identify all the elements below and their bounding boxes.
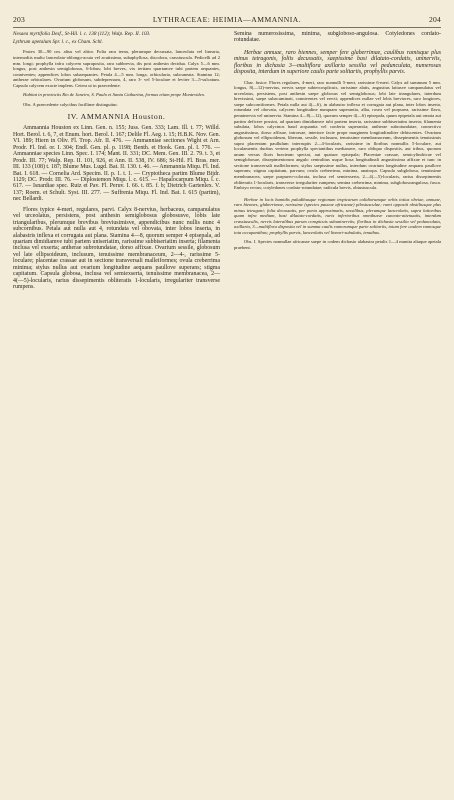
habitat-note: Habitat in provinciis Rio de Janeiro, S. Paulo et Santa Catharina, formas etiam prope Montevideo. [23,92,206,98]
seed-description: Semina numerosissima, minima, subgloboso-angulosa. Cotyledones cordato-rotundatae. [234,31,441,44]
genus-synonymy: Ammannia Houston ex Linn. Gen. n. 155; Juss. Gen. 333; Lam. Ill. t. 77; Willd. Hort. Berol. t. 6, 7, et Enum. hort. Berol. I. 167; Delile Fl. Aeg. t. 15; H.B.K. Nov. Gen. VI. 189; Hiern in Oliv. Fl. Trop. Afr. II. 476. — Ammanniae sectiones Wight et Arn. Prodr. Fl. Ind. or. I. 304; Endl. Gen. pl. p. 1198; Benth. et Hook. Gen. pl. I. 776. — Ammanniae species Linn. Spec. I. 174; Mant. II. 331; DC. Mem. Gen. III. 2. 79. t. 3, et Prodr. III. 77; Walp. Rep. II. 101, 926, et Ann. II. 538, IV. 686; St-Hil. Fl. Bras. mer. III. 133 (108) t. 187; Blume Mus. Lugd. Bat. II. 130. t. 46. — Ammannia Miqu. Fl. Ind. Bat. I. 618. — Cornelia Ard. Specim. II. p. 1. t. 1. — Cryptotheca partim Blume Bijdr. 1129; DC. Prodr. III. 76. — Diplostemon Miqu. l. c. 615. — Hapalocarpum Miqu. l. c. 617. — Isnardiae spec. Ruiz et Pav. Fl. Peruv. I. 66. t. 85. f. b; Dietrich Gartenlex. V. 137; Roem. et Schult. Syst. III. 277. — Suffrenia Miqu. Fl. Ind. Bat. I. 615 (partim), nec Bellardi. [13,125,220,203]
section-heading: IV. AMMANNIA Houston. [67,112,166,122]
right-column [234,31,441,792]
observation-paragraph: Obs. I. Species nonnullae africanae saepe in codem dichasio alabastra petalis 1—4 munita aliaque apetala praebent. [234,239,441,251]
observation-note: Obs. A praecedente calycibus facillime distinguitur. [23,101,118,107]
diagnosis-paragraph: Herbae annuae, raro biennes, semper fere glaberrimae, caulibus ramisque plus minus tetragonis, foliis decussatis, saepissime basi dilatato-cordatis, uninerviis, floribus in dichasia 3—multiflora axillaria sessilia vel pedunculata, numerosas disposita, interdum in superiore caulis parte solitariis, prophyllis parvis. [234,49,441,76]
header-rule [13,27,441,28]
left-column [13,31,220,792]
genus-description: Flores typice 4-meri, regulares, parvi. Calyx 8-nervius, herbaceus, campanulatus vel urceolatus, persistens, post anthesin semiglobosus globosusve, lobis late triangularibus, plerumque brevibus breviusimisve, appendicibus nunc nullis nunc 4 subcornibus. Petala aut nulla aut 4, rotundata vel obovata, inter lobos inserta, in alabastris inflexa et corrugata aut plana. Stamina 4—8, quorum semper 4 episepala, ad quartam dimidiamve tubi partem uniseriatim, rarissime subbiseriatim inserta; filamenta inclusa vel exserta; antherae subrotundatae, dorso affixae. Ovarium sessile, globosum vel late ellipsoideum, inclusum, tenuissime membranaceum, 2—4-, rarissime 5-loculare; placentae crassae aut in sectione transversali malleiformes; ovula creberrima minima; stylus nullus aut ovarium longitudine aequans paullove superans; stigma capitatum. Capsula globosa, inclusa vel semiexserta, tenuissime membranacea, 2—4(—5)-locularis, rarius dissepimentis obliteratis 1-locularis, irregulariter transverse rumpens. [13,206,220,291]
citation-2: Lythrum apetalum Spr. l. c., ex Cham. Schl. [13,39,103,46]
running-title: LYTHRACEAE: HEIMIA—AMMANNIA. [152,15,302,24]
running-header [13,15,441,27]
habitat-paragraph: Herbae in locis humidis paludibusque regionum tropicarum calidiorumque orbis totius obviae, annuae, raro biennes, glaberrimae, rarissime (species paucae africanae) pilosiusculae; rami oppositi obstiliusque plus minus tetragoni; folia decussatis, per paria approximatis, sessilibus, plerumque lanceolatis, supra latioribus quam infra medium, basi dilatato-cordatis, raris inferioribus omnibusve cuneato-attenuatis, interdum crassiusculis, nervis lateralibus parum conspicuis subuninerviis; floribus in dichasia sessilia vel pedunculata, axillaria, 3—multiflora disposita vel in summa caulis ramorumque parte solitariis, totum fere caulem ramosque tota occupantibus; prophyllis parvis, lanceolatis vel lineari-subulatis, tenuibus. [234,196,441,235]
citation-1: Nesaea myrtifolia Desf., St-Hil. l. c. 138 (112); Walp. Rep. II. 103. [13,31,151,37]
character-paragraph: Char. fusior: Flores regulares, 4-meri, raro nonnulli 5-meri, rarissime 6-meri. Calyx ad summum 5 mm. longus, 8(—12)-nervius, nervis saepe subtercosplicuis, rarissime alatis, angustius latiusve campanulatus vel urceolatus, persistens, post anthesin saepe globosus vel semiglobosus; lobi late triangulares, interdum brevissimi, saepe subacuminati, conniventes vel erecti; appendices nullae vel lobis breviores, raro longiores, saepe subcorniformes. Petala nulla aut 4(—6), in alabastro inflexa et corrugata aut plana, inter lobos inserta, rotundata vel obovata, calycem longitudine nunquam superantia, alba, rosea vel purpurea, rarissime flava, penninervia vel uninervia. Stamina 4—8(—12), quorum semper 4(—6) episepala, quum epipetala aut omnia aut partim deficere possint, ad quartam dimidiamve tubi partem inserta, rarissime subbiseriatim inserta; filamenta subulata, lobos calycinos haud acquantia vel conferta superantia; antherae subrotundatae, connectivo angustissimo, dorso affixae, introrsae, interiore facie prope marginem longitudinaliter dehiscentes. Ovarium globosum vel ellipsoideum, liberum, sessile, inclusum, tenuissime membranaceum, dissepimentis tenuissimis supra placentam paullulum interruptis 2—4-locularis, rarissime in floribus nonnullis 5-loculare, aut loculamentis duobus vertens prophylla spectantibus medianave, raro obliquo dispositis, aut tribus, quorum unum versus floris bracteam spectat, aut quatuor episepala; Placentae crassae, semicylindricae vel semiglobosae, dissepimentorum angulo centralitus usque liosa longitudinali angustissima affixae et tunc in sectione transversali malleiformes; stylus saepissime nullus, interdum ovarium longitudine aequans paullove superans; stigma capitatum, parvum; ovula creberrima, minima, anatropa. Capsula subglobosa, tenuissime membranacea, saepe purpureo-colorata, inclusa vel semiexserta, 2—4(—5)-locularis, rarius dissepimentis obliteratis 1-locularis, transverse irregulariter rumpens; semina creberrima, minima, subglobosoangulosa, fusca. Embryo rectus; cotyledones cordato-rotundatae; radicula brevis, obtusiuscula. [234,79,441,191]
species-description: Frutex 30—90 cm. altus vel altior. Folia rara terna, plerumque decussata, lanceolata vel linearia, internodiis multo lanceolato-oblongo-acuta vel acutissima, subaphyllosa, discolora, crassiuscula. Pedicelli ad 2 mm. longi; prophylla infra calycem supraposita, rara subbrevia, dis post anthesin decidua. Calyx 5—6 mm. longus, post anthesin semiglobosus, 6-lobus; lobi breves, vix tertiam quartamve tubi partem aequantes, conniventes; appendices lobos subaequantes. Petala 4—5 mm. longa, orbicularia, subcuneata. Stamina 12; antherae orbiculares. Ovarium globosum, subdepressum, 4, raro 3- vel 5-loculare et leviter 3—5-sulcatum. Capsula calycem exacte implens. Cetera ut in praecedente. [13,49,220,88]
page-number-right: 204 [429,15,441,24]
page-number-left: 203 [13,15,25,24]
